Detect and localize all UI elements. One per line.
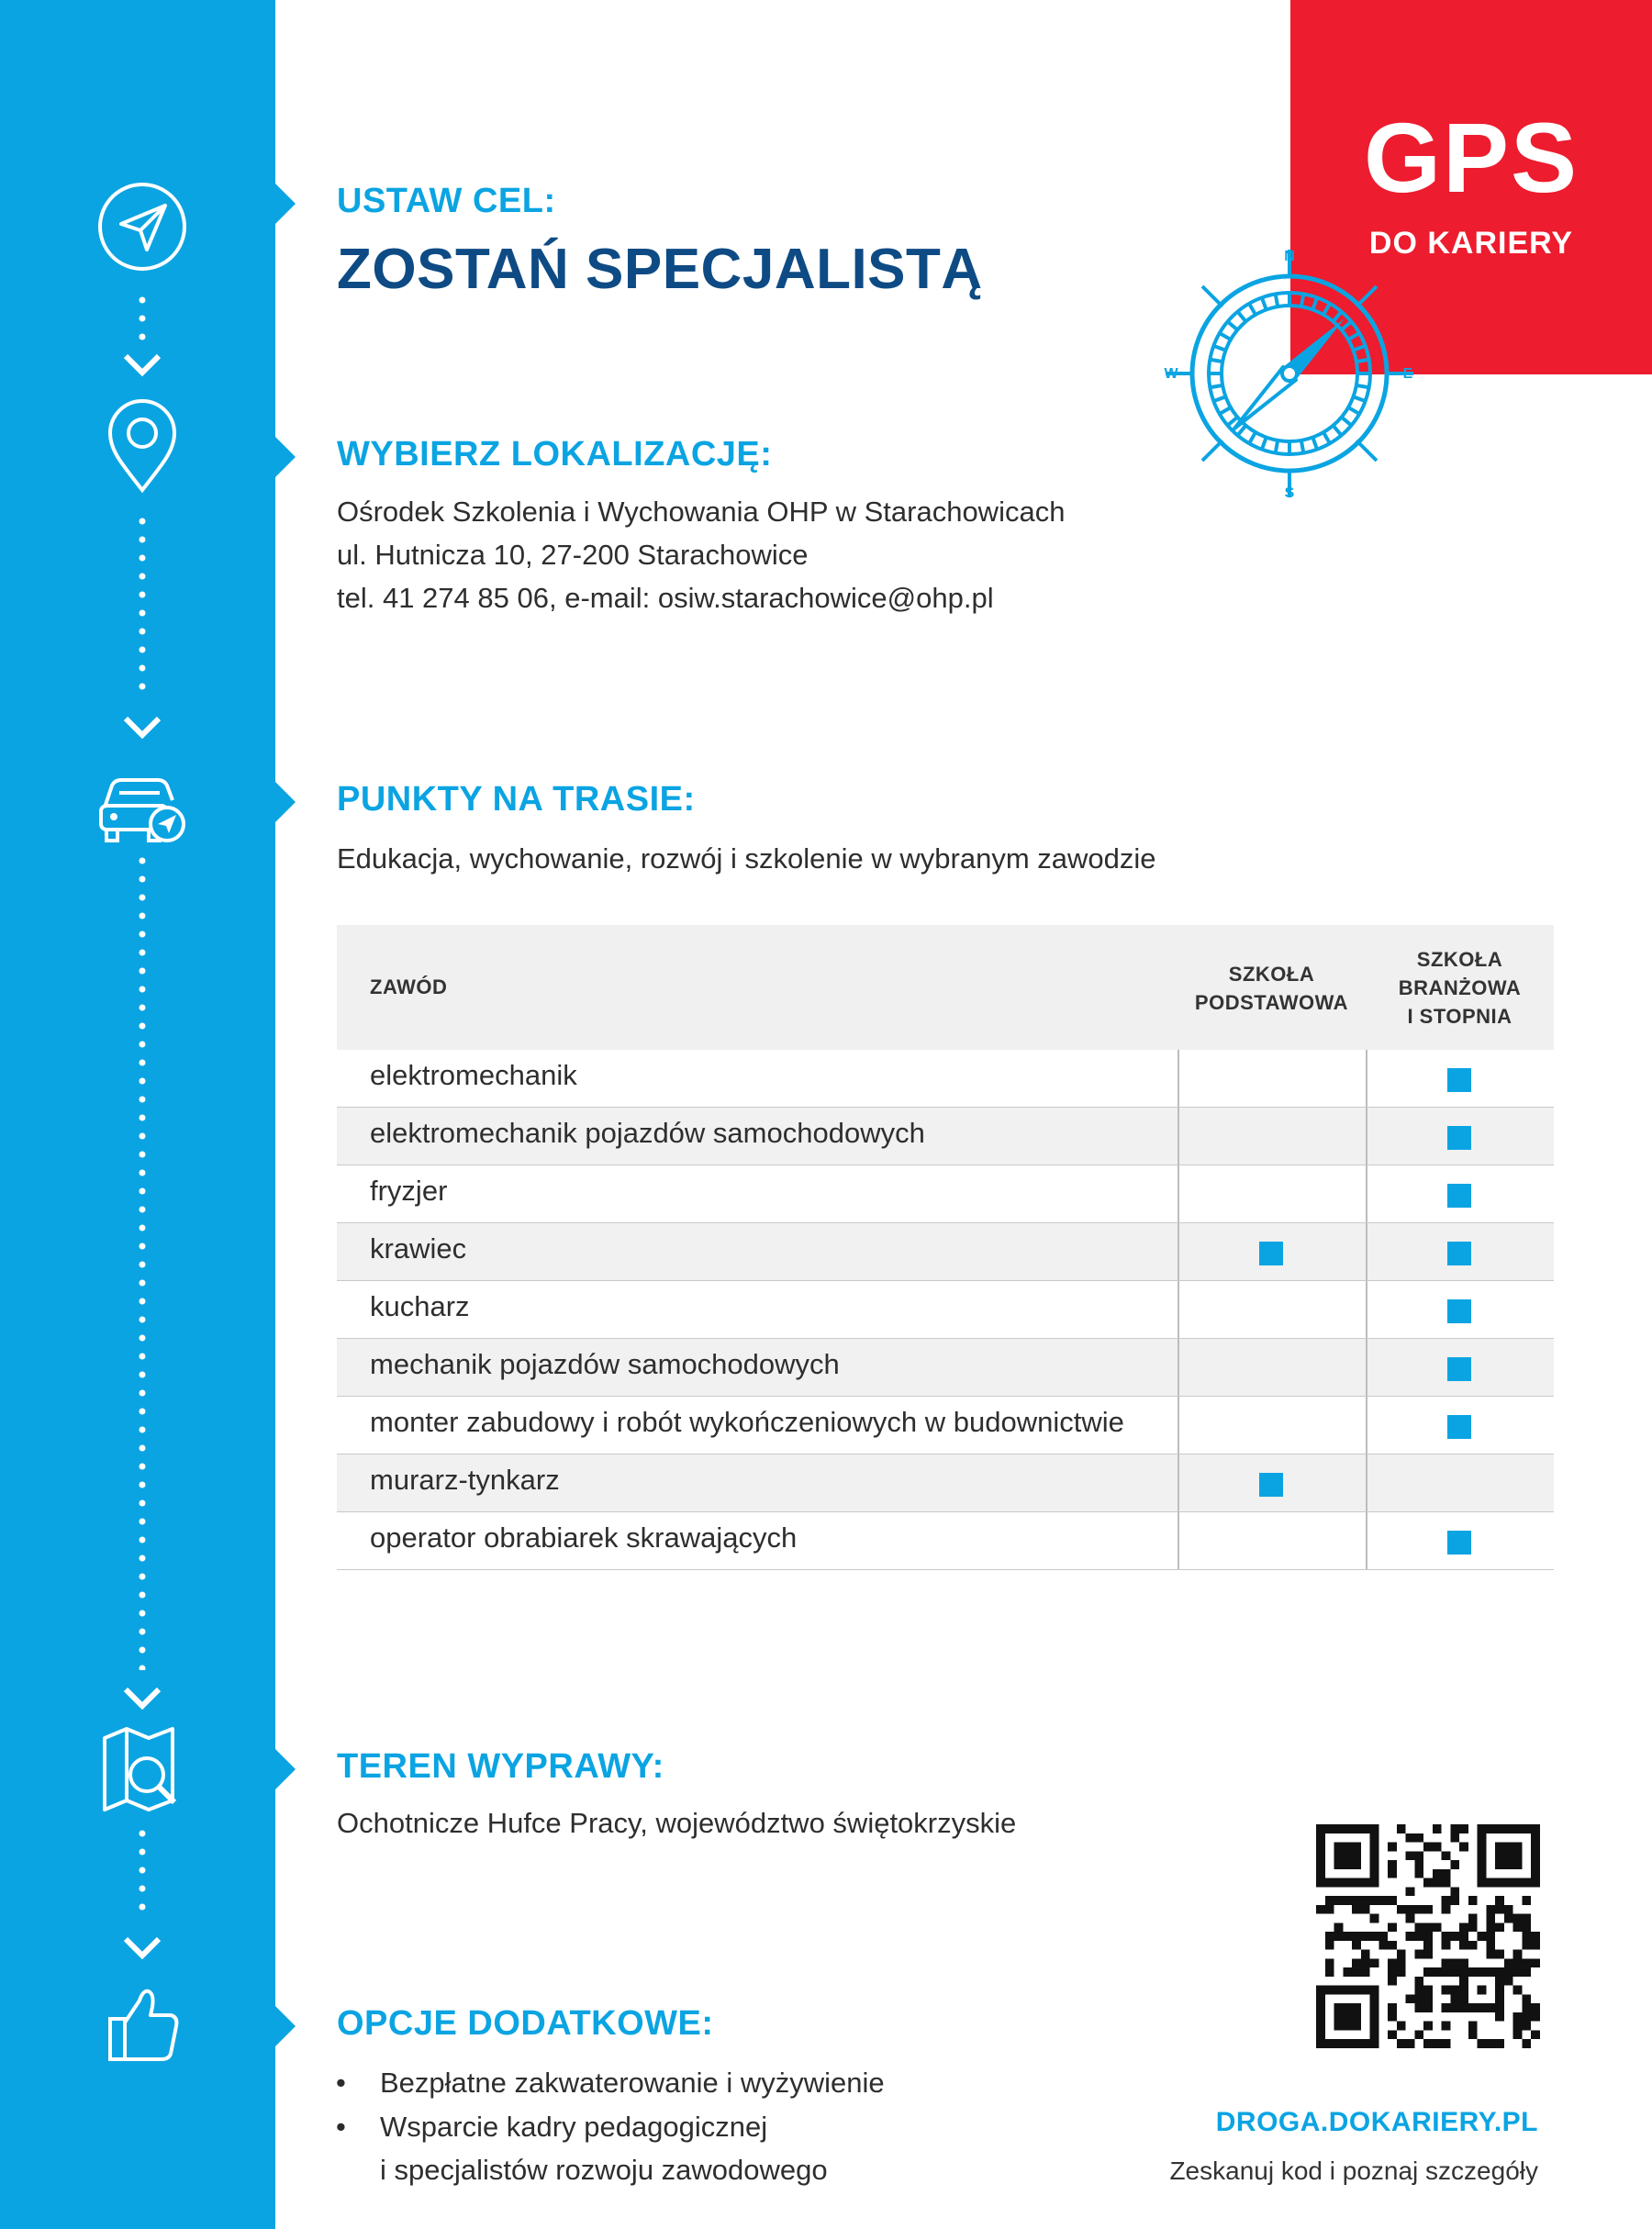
table-row xyxy=(337,1223,1554,1281)
branzowa-available-mark xyxy=(1447,1242,1471,1265)
column-divider xyxy=(1366,1165,1367,1222)
branzowa-available-mark xyxy=(1447,1068,1471,1092)
column-divider xyxy=(1178,1512,1179,1569)
table-row xyxy=(337,1454,1554,1512)
car-navigation-icon xyxy=(92,752,193,853)
column-divider xyxy=(1178,1108,1179,1165)
professions-table xyxy=(337,925,1554,1570)
table-row xyxy=(337,1108,1554,1165)
website-link[interactable]: DROGA.DOKARIERY.PL xyxy=(1215,2107,1538,2137)
section-marker xyxy=(275,1749,296,1789)
chevron-down-icon xyxy=(119,1682,165,1713)
column-divider xyxy=(1366,1223,1367,1280)
compass-w: W xyxy=(1164,366,1178,382)
table-body xyxy=(337,1050,1554,1570)
col-szkola-podstawowa: SZKOŁA PODSTAWOWA xyxy=(1194,963,1349,1014)
column-divider xyxy=(1366,1339,1367,1396)
option-item-continued: i specjalistów rozwoju zawodowego xyxy=(380,2154,828,2186)
location-address: ul. Hutnicza 10, 27-200 Starachowice xyxy=(337,539,809,571)
compass-e: E xyxy=(1402,366,1413,382)
profession-name: krawiec xyxy=(370,1232,467,1265)
route-dots xyxy=(136,853,149,1670)
column-divider xyxy=(1366,1050,1367,1107)
bullet: • xyxy=(336,2111,346,2143)
sidebar-route xyxy=(0,0,275,2229)
location-contact: tel. 41 274 85 06, e-mail: osiw.starachowice@ohp.pl xyxy=(337,582,994,614)
podstawowa-available-mark xyxy=(1259,1242,1283,1265)
section-marker xyxy=(275,782,296,822)
location-label: WYBIERZ LOKALIZACJĘ: xyxy=(337,435,773,474)
profession-name: mechanik pojazdów samochodowych xyxy=(370,1348,840,1380)
branzowa-available-mark xyxy=(1447,1126,1471,1150)
route-dots xyxy=(136,514,149,697)
column-divider xyxy=(1178,1165,1179,1222)
section-marker xyxy=(275,2006,296,2046)
page-title: ZOSTAŃ SPECJALISTĄ xyxy=(337,238,983,301)
route-description: Edukacja, wychowanie, rozwój i szkolenie w wybranym zawodzie xyxy=(337,842,1156,875)
column-divider xyxy=(1178,1223,1179,1280)
table-row xyxy=(337,1339,1554,1397)
route-label: PUNKTY NA TRASIE: xyxy=(337,780,696,819)
branzowa-available-mark xyxy=(1447,1531,1471,1555)
route-dots xyxy=(136,1826,149,1927)
compass-icon xyxy=(1156,240,1423,507)
table-row xyxy=(337,1512,1554,1570)
chevron-down-icon xyxy=(119,711,165,742)
column-divider xyxy=(1366,1108,1367,1165)
section-marker xyxy=(275,437,296,477)
column-divider xyxy=(1366,1397,1367,1454)
branzowa-available-mark xyxy=(1447,1184,1471,1208)
options-label: OPCJE DODATKOWE: xyxy=(337,2004,714,2043)
thumbs-up-icon xyxy=(92,1971,193,2072)
table-row xyxy=(337,1281,1554,1339)
table-row xyxy=(337,1165,1554,1223)
logo-sub: DO KARIERY xyxy=(1368,226,1574,261)
chevron-down-icon xyxy=(119,1932,165,1963)
profession-name: fryzjer xyxy=(370,1175,448,1207)
profession-name: murarz-tynkarz xyxy=(370,1464,560,1496)
profession-name: monter zabudowy i robót wykończeniowych w budownictwie xyxy=(370,1406,1124,1438)
column-divider xyxy=(1366,1512,1367,1569)
branzowa-available-mark xyxy=(1447,1357,1471,1381)
profession-name: kucharz xyxy=(370,1290,470,1322)
goal-label: USTAW CEL: xyxy=(337,182,556,220)
column-divider xyxy=(1366,1281,1367,1338)
table-row xyxy=(337,1050,1554,1108)
column-divider xyxy=(1178,1281,1179,1338)
bullet: • xyxy=(336,2067,346,2099)
chevron-down-icon xyxy=(119,349,165,380)
section-marker xyxy=(275,184,296,224)
compass-n: N xyxy=(1284,249,1295,264)
map-pin-icon xyxy=(92,395,193,496)
table-row xyxy=(337,1397,1554,1454)
terrain-label: TEREN WYPRAWY: xyxy=(337,1747,664,1786)
compass-s: S xyxy=(1284,485,1295,501)
navigation-arrow-icon xyxy=(92,176,193,277)
map-search-icon xyxy=(92,1718,193,1819)
terrain-text: Ochotnicze Hufce Pracy, województwo świętokrzyskie xyxy=(337,1807,1017,1839)
col-szkola-branzowa: SZKOŁA BRANŻOWA I STOPNIA xyxy=(1398,948,1522,1028)
branzowa-available-mark xyxy=(1447,1415,1471,1439)
route-dots xyxy=(136,295,149,341)
table-header xyxy=(337,925,1554,1050)
logo-main: GPS xyxy=(1363,102,1579,213)
column-divider xyxy=(1178,1397,1179,1454)
column-divider xyxy=(1178,1454,1179,1511)
option-item: Wsparcie kadry pedagogicznej xyxy=(380,2111,768,2143)
profession-name: operator obrabiarek skrawających xyxy=(370,1521,798,1554)
column-divider xyxy=(1366,1454,1367,1511)
option-item: Bezpłatne zakwaterowanie i wyżywienie xyxy=(380,2067,885,2099)
podstawowa-available-mark xyxy=(1259,1473,1283,1497)
scan-caption: Zeskanuj kod i poznaj szczegóły xyxy=(1169,2157,1538,2185)
profession-name: elektromechanik pojazdów samochodowych xyxy=(370,1117,925,1149)
branzowa-available-mark xyxy=(1447,1299,1471,1323)
qr-code-icon[interactable] xyxy=(1316,1824,1540,2048)
location-name: Ośrodek Szkolenia i Wychowania OHP w Starachowicach xyxy=(337,496,1066,528)
column-divider xyxy=(1178,1339,1179,1396)
profession-name: elektromechanik xyxy=(370,1059,577,1091)
column-divider xyxy=(1178,1050,1179,1107)
col-zawod: ZAWÓD xyxy=(370,975,448,998)
